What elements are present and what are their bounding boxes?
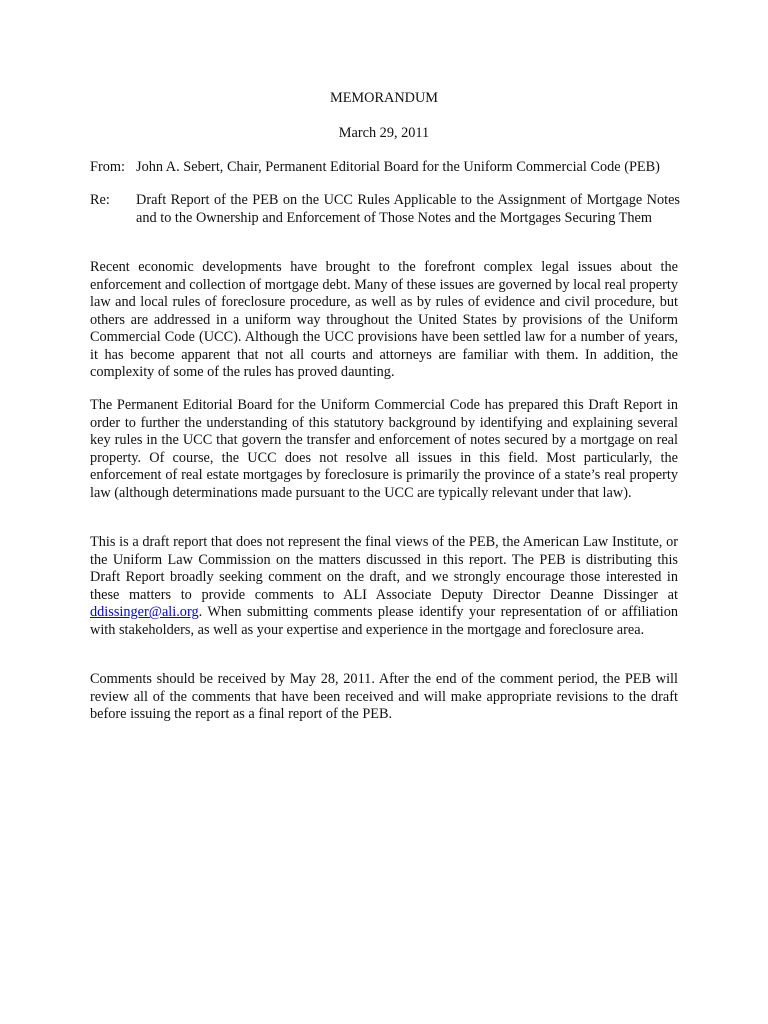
- from-field: [90, 158, 680, 176]
- paragraph-3-text-before: This is a draft report that does not represent the final views of the PEB, the American Law Institute, or the Uniform Law Commission on the matters discussed in this report. The PEB is distributing this Draft Report broadly seeking comment on the draft, and we strongly encourage those interested in these matters to provide comments to ALI Associate Deputy Director Deanne Dissinger at: [90, 534, 678, 603]
- paragraph-3-text-after: . When submitting comments please identify your representation of or affiliation with stakeholders, as well as your expertise and experience in the mortgage and foreclosure area.: [90, 604, 678, 638]
- from-label: From:: [90, 159, 125, 175]
- body-paragraph-1: Recent economic developments have brought to the forefront complex legal issues about the enforcement and collection of mortgage debt. Many of these issues are governed by local real property law and local rules of foreclosure procedure, as well as by rules of evidence and civil procedure, but others are addressed in a uniform way throughout the United States by provisions of the Uniform Commercial Code (UCC). Although the UCC provisions have been settled law for a number of years, it has become apparent that not all courts and attorneys are familiar with them. In addition, the complexity of some of the rules has proved daunting.: [90, 259, 678, 380]
- re-label: Re:: [90, 192, 110, 208]
- re-value: Draft Report of the PEB on the UCC Rules Applicable to the Assignment of Mortgage Notes and to the Ownership and Enforcement of Those Notes and the Mortgages Securing Them: [136, 192, 680, 226]
- body-paragraph-2: The Permanent Editorial Board for the Uniform Commercial Code has prepared this Draft Report in order to further the understanding of this statutory background by identifying and explaining several key rules in the UCC that govern the transfer and enforcement of notes secured by a mortgage on real property. Of course, the UCC does not resolve all issues in this field. Most particularly, the enforcement of real estate mortgages by foreclosure is primarily the province of a state’s real property law (although determinations made pursuant to the UCC are typically relevant under that law).: [90, 397, 678, 501]
- body-paragraph-4: Comments should be received by May 28, 2011. After the end of the comment period, the PEB will review all of the comments that have been received and will make appropriate revisions to the draft before issuing the report as a final report of the PEB.: [90, 671, 678, 722]
- email-link[interactable]: ddissinger@ali.org: [90, 604, 199, 620]
- from-value: John A. Sebert, Chair, Permanent Editorial Board for the Uniform Commercial Code (PEB): [136, 159, 660, 175]
- memo-title: MEMORANDUM: [329, 90, 439, 106]
- body-paragraph-3: [90, 534, 678, 639]
- memo-date: March 29, 2011: [338, 125, 430, 141]
- re-field: [90, 191, 680, 245]
